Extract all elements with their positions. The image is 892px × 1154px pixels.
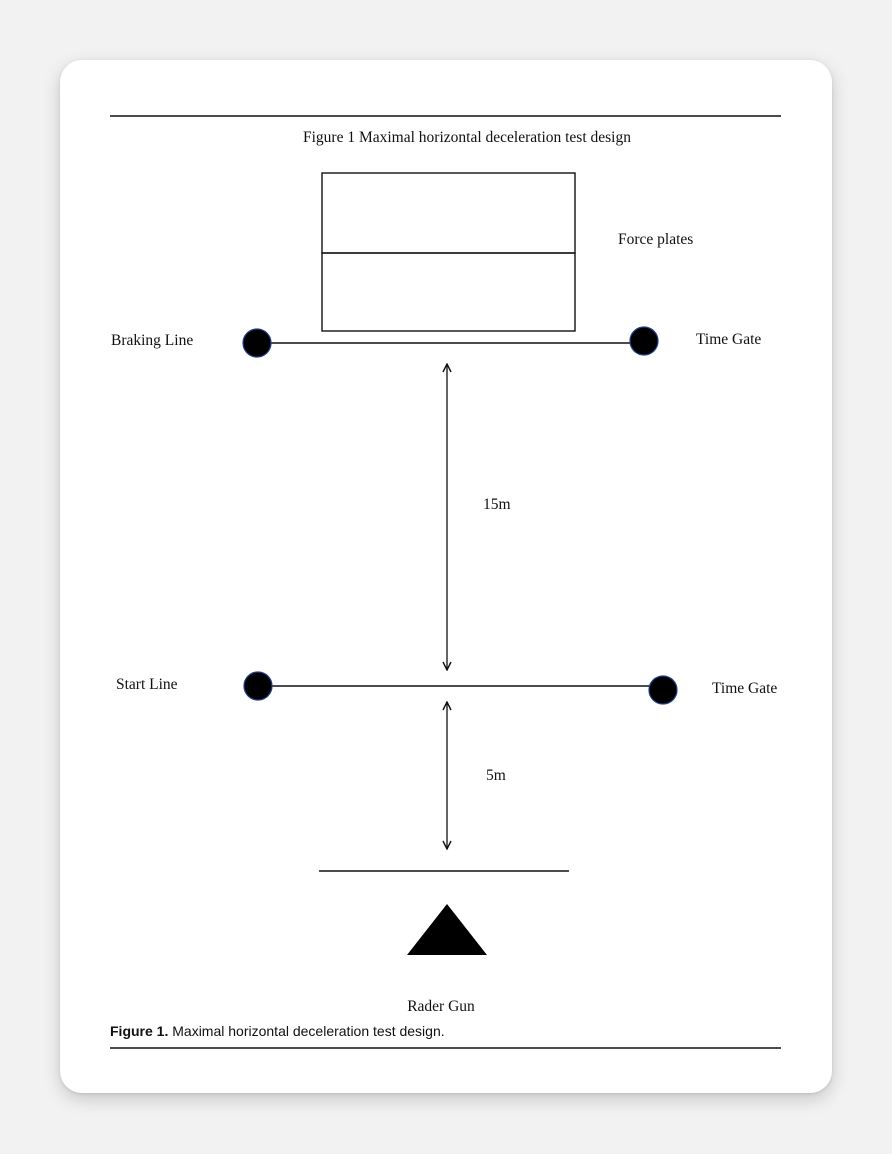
caption-text: Maximal horizontal deceleration test design. <box>168 1023 445 1039</box>
figure-caption <box>110 1023 445 1039</box>
braking-left-gate-icon <box>243 329 271 357</box>
force-plates-label: Force plates <box>618 231 694 248</box>
figure-title: Figure 1 Maximal horizontal deceleration test design <box>303 129 631 146</box>
force-plate-upper <box>322 173 575 253</box>
braking-right-gate-icon <box>630 327 658 355</box>
braking-line-label: Braking Line <box>111 332 194 349</box>
distance-15m-label: 15m <box>483 496 511 513</box>
radar-gun-label: Rader Gun <box>407 998 475 1015</box>
radar-gun-icon <box>407 904 487 955</box>
distance-5m-label: 5m <box>486 767 506 784</box>
time-gate-bottom-label: Time Gate <box>712 680 778 697</box>
start-line-label: Start Line <box>116 676 178 693</box>
start-left-gate-icon <box>244 672 272 700</box>
time-gate-top-label: Time Gate <box>696 331 762 348</box>
start-right-gate-icon <box>649 676 677 704</box>
force-plate-lower <box>322 253 575 331</box>
caption-label: Figure 1. <box>110 1023 169 1039</box>
